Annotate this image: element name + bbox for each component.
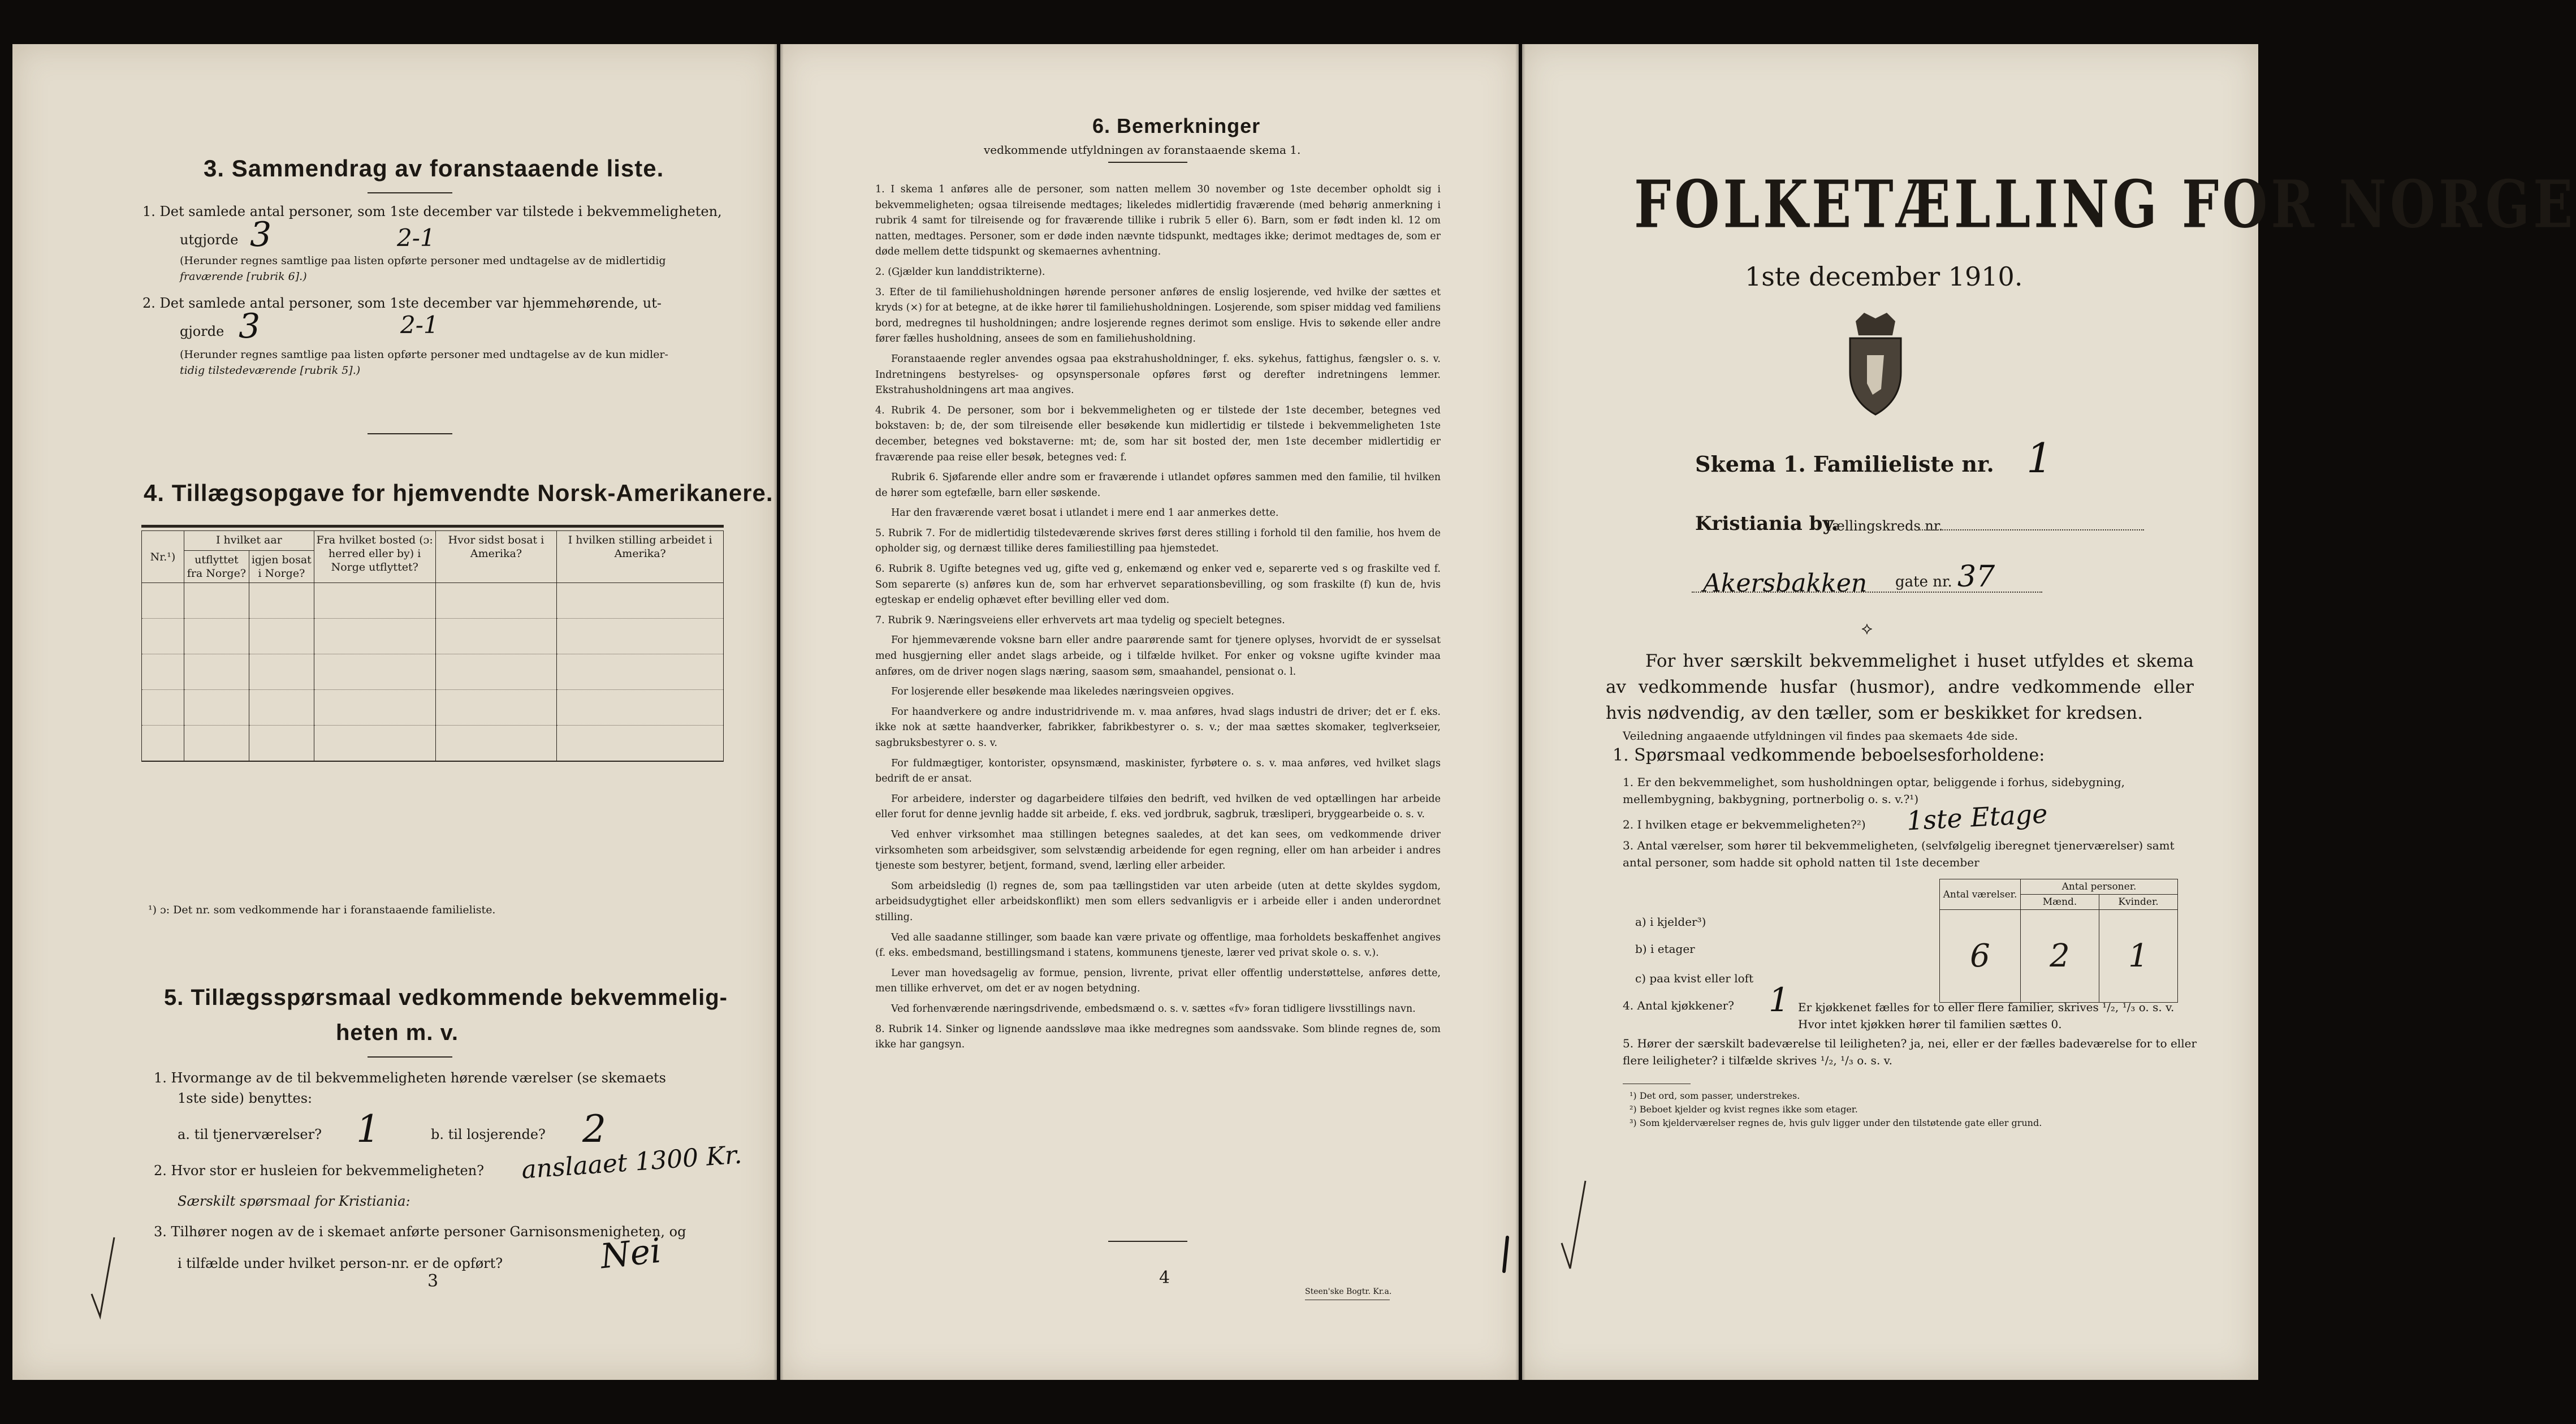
s3-item2-label: gjorde xyxy=(180,323,224,339)
s5-q1-text: 1. Hvormange av de til bekvemmeligheten hørende værelser (se skemaets xyxy=(154,1070,666,1086)
s3-item2-hw-breakdown: 2-1 xyxy=(400,311,439,339)
check-mark-icon xyxy=(1556,1175,1590,1277)
men-hw: 2 xyxy=(2021,937,2099,975)
s3-item1-note2: fraværende [rubrik 6].) xyxy=(180,270,307,283)
page-4 xyxy=(780,44,1519,1380)
divider xyxy=(368,192,452,193)
col-bosted: Fra hvilket bosted (ɔ: herred eller by) i Norge utflyttet? xyxy=(314,531,435,583)
kreds-label: Tællingskreds nr. xyxy=(1824,518,1943,534)
s5-q3-hw: Nei xyxy=(598,1231,663,1277)
s4-footnote: ¹) ɔ: Det nr. som vedkommende har i foranstaaende familieliste. xyxy=(148,904,496,916)
col-igjen-bosat: igjen bosat i Norge? xyxy=(249,551,314,583)
remark-paragraph: For fuldmægtiger, kontorister, opsynsmænd, maskinister, fyrbøtere o. s. v. maa anføres, ved hvilket slags bedrift de er ansat. xyxy=(875,757,1441,785)
table-top-rule xyxy=(141,525,724,528)
remark-paragraph: 1. I skema 1 anføres alle de personer, som natten mellem 30 november og 1ste december opholdt sig i bekvemmeligheten; ogsaa tilreisende medtages; likeledes midlertidig fraværende (med behørig anmerkning i rubrik 4 samt for tilreisende og for fraværende tillike i rubrik 5 eller 6). Barn, som er født inden kl. 12 om natten, medtages. Personer, som er døde inden nævnte tidspunkt, medtages ikke; derimot medtages de, som er døde mellem dette tidspunkt og skemaernes avhentning. xyxy=(875,184,1441,258)
mark-icon xyxy=(1493,1232,1515,1277)
page-number: 3 xyxy=(427,1271,439,1291)
s5-q3-text2: i tilfælde under hvilket person-nr. er de opført? xyxy=(178,1255,503,1271)
s5-kristiania-label: Særskilt spørsmaal for Kristiania: xyxy=(178,1193,410,1209)
table-row xyxy=(142,619,724,654)
s3-item2-text: 2. Det samlede antal personer, som 1ste december var hjemmehørende, ut- xyxy=(142,295,662,311)
skema-label: Skema 1. Familieliste nr. xyxy=(1695,451,1994,477)
col-group-year: I hvilket aar xyxy=(184,531,314,551)
remark-paragraph: 4. Rubrik 4. De personer, som bor i bekvemmeligheten og er tilstede der 1ste december, betegnes ved bokstaven: b; de, der som tilreisende eller besøkende kun midlertidig er tilstede i bekvemmeligheten 1ste december, betegnes ved bokstaverne: mt; de, som har sit bosted der, men 1ste december midlertidig er fraværende paa reise eller besøk, betegnes ved: f. xyxy=(875,404,1441,463)
s5-q1-text2: 1ste side) benyttes: xyxy=(178,1090,313,1106)
remark-paragraph: For haandverkere og andre industridrivende m. v. maa anføres, hvad slags industri de driver; det er f. eks. ikke nok at sætte haandverker, fabrikker, fabrikbestyrer o. s. v.; der maa sættes skomaker, teglverkseier, sagbruksbestyrer o. s. v. xyxy=(875,706,1441,749)
section-6-title: 6. Bemerkninger xyxy=(1092,114,1261,137)
col-women: Kvinder. xyxy=(2099,895,2178,910)
section-1-title: 1. Spørsmaal vedkommende beboelsesforholdene: xyxy=(1613,745,2045,765)
remark-paragraph: Lever man hovedsagelig av formue, pension, livrente, privat eller offentlig understøttelse, anføres dette, men tillike erhvervet, om det er av nogen betydning. xyxy=(875,967,1441,995)
remark-paragraph: 7. Rubrik 9. Næringsveiens eller erhvervets art maa tydelig og specielt betegnes. xyxy=(875,614,1285,626)
remark-paragraph: 6. Rubrik 8. Ugifte betegnes ved ug, gifte ved g, enkemænd og enker ved e, separerte ved s og fraskilte ved f. Som separerte (s) anføres kun de, som har erhvervet separationsbevilling, og som fraskilte (f) kun de, hvis egteskap er endelig ophævet efter bevilling eller ved dom. xyxy=(875,563,1441,606)
col-utflyttet: utflyttet fra Norge? xyxy=(184,551,249,583)
divider xyxy=(1108,1241,1187,1242)
remark-paragraph: Ved enhver virksomhet maa stillingen betegnes saaledes, at det kan sees, om vedkommende driver virksomheten som arbeidsgiver, som selvstændig arbeidende for egen regning, eller om han arbeider i andres tjeneste som bestyrer, betjent, formand, svend, lærling eller arbeider. xyxy=(875,828,1441,872)
col-amerika-bosat: Hvor sidst bosat i Amerika? xyxy=(435,531,557,583)
printer-mark: Steen'ske Bogtr. Kr.a. xyxy=(1305,1287,1392,1296)
s5-q1b-hw: 2 xyxy=(582,1107,606,1151)
census-title: FOLKETÆLLING FOR NORGE xyxy=(1634,166,2576,243)
divider xyxy=(368,1056,452,1058)
s5-q2-text: 2. Hvor stor er husleien for bekvemmeligheten? xyxy=(154,1163,485,1179)
s5-q2-hw: anslaaet 1300 Kr. xyxy=(520,1140,743,1185)
s3-item2-note2: tidig tilstedeværende [rubrik 5].) xyxy=(180,364,361,377)
rooms-persons-table xyxy=(1939,879,2178,1003)
s3-item1-label: utgjorde xyxy=(180,232,239,248)
section-6-subtitle: vedkommende utfyldningen av foranstaaende skema 1. xyxy=(984,143,1301,157)
remark-paragraph: 8. Rubrik 14. Sinker og lignende aandssløve maa ikke medregnes som aandssvake. Som blinde regnes de, som ikke har gangsyn. xyxy=(875,1023,1441,1051)
remark-paragraph: 5. Rubrik 7. For de midlertidig tilstedeværende skrives først deres stilling i forhold til den familie, hos hvem de opholder sig, og dernæst tillike deres familiestilling paa hjemstedet. xyxy=(875,527,1441,555)
q1-text: 1. Er den bekvemmelighet, som husholdningen optar, beliggende i forhus, sidebygning, mellembygning, bakbygning, portnerbolig o. s. v.?¹) xyxy=(1623,775,2125,806)
q4-rest: Er kjøkkenet fælles for to eller flere familier, skrives ¹/₂, ¹/₃ o. s. v. Hvor intet kjøkken hører til familien sættes 0. xyxy=(1798,1000,2175,1031)
remark-paragraph: For hjemmeværende voksne barn eller andre paarørende samt for tjenere oplyses, hvorvidt de er sysselsat med husgjerning eller andet slags arbeide, og i tilfælde hvilket. For enker og voksne ugifte kvinder maa anføres, om de driver nogen slags næring, saasom søm, smaahandel, pensionat o. l. xyxy=(875,635,1441,678)
women-hw: 1 xyxy=(2099,937,2178,975)
street-number-hw: 37 xyxy=(1957,560,1995,594)
ornament-icon: ⟡ xyxy=(1861,619,1873,638)
s3-item1-note1: (Herunder regnes samtlige paa listen opførte personer med undtagelse av de midlertidig xyxy=(180,254,666,267)
veiledning-text: Veiledning angaaende utfyldningen vil findes paa skemaets 4de side. xyxy=(1623,729,2019,743)
s5-q1a-hw: 1 xyxy=(356,1107,380,1151)
remark-paragraph: Rubrik 6. Sjøfarende eller andre som er fraværende i utlandet opføres sammen med den familie, til hvilken de hører som egtefælle, barn eller søskende. xyxy=(875,472,1441,499)
table-row xyxy=(142,654,724,690)
col-amerika-stilling: I hvilken stilling arbeidet i Amerika? xyxy=(557,531,724,583)
street-hw: Akersbakken xyxy=(1703,569,1868,598)
row-label-etager: b) i etager xyxy=(1635,942,1695,956)
q4-hw: 1 xyxy=(1769,981,1790,1019)
remarks-list xyxy=(875,182,1441,1058)
remark-paragraph: Som arbeidsledig (l) regnes de, som paa tællingstiden var uten arbeide (uten at dette skyldes sygdom, arbeidsudygtighet eller arbeidskonflikt) men som ellers sedvanligvis er i arbeide eller i anden underordnet stilling. xyxy=(875,880,1441,923)
col-rooms: Antal værelser. xyxy=(1940,879,2021,910)
q5-text: 5. Hører der særskilt badeværelse til leiligheten? ja, nei, eller er der fælles badeværelse for to eller flere leiligheter? i tilfælde skrives ¹/₂, ¹/₃ o. s. v. xyxy=(1623,1037,2197,1067)
coat-of-arms-icon xyxy=(1839,310,1912,417)
section-5-title-line1: 5. Tillægsspørsmaal vedkommende bekvemmelig- xyxy=(164,985,728,1010)
remark-paragraph: 2. (Gjælder kun landdistrikterne). xyxy=(875,266,1045,278)
section-5-title-line2: heten m. v. xyxy=(336,1020,459,1045)
col-persons: Antal personer. xyxy=(2021,879,2178,895)
footnote-1: ¹) Det ord, som passer, understrekes. xyxy=(1630,1090,1800,1101)
s5-q1a-label: a. til tjenerværelser? xyxy=(178,1127,322,1142)
footnote-2: ²) Beboet kjelder og kvist regnes ikke som etager. xyxy=(1630,1104,1858,1115)
remark-paragraph: 3. Efter de til familiehusholdningen hørende personer anføres de enslig losjerende, ved hvilke der sættes et kryds (×) for at betegne, at de ikke hører til familiehusholdningen. Losjerende, som spiser middag ved familiens bord, medregnes til husholdningen; andre losjerende regnes derimot som enslige. Hvis to søkende eller andre fører fælles husholdning, ansees de som en familiehusholdning. xyxy=(875,286,1441,345)
city-label: Kristiania by. xyxy=(1695,512,1839,535)
row-label-kvist: c) paa kvist eller loft xyxy=(1635,972,1754,985)
page-3 xyxy=(12,44,777,1380)
table-row xyxy=(142,690,724,726)
remark-paragraph: For arbeidere, inderster og dagarbeidere tilføies den bedrift, ved hvilken de ved optællingen har arbeide eller forut for denne jevnlig hadde sit arbeide, f. eks. ved jordbruk, sagbruk, træsliperi, bryggearbeide o. s. v. xyxy=(875,793,1441,821)
rooms-hw: 6 xyxy=(1940,937,2021,975)
s3-item1-text: 1. Det samlede antal personer, som 1ste december var tilstede i bekvemmeligheten, xyxy=(142,204,722,219)
section-4-title: 4. Tillægsopgave for hjemvendte Norsk-Amerikanere. xyxy=(144,480,773,506)
q2-text: 2. I hvilken etage er bekvemmeligheten?²) xyxy=(1623,818,1866,831)
census-date: 1ste december 1910. xyxy=(1745,261,2023,292)
footnote-3: ³) Som kjelderværelser regnes de, hvis gulv ligger under den tilstøtende gate eller grund. xyxy=(1630,1117,2042,1128)
row-label-kjelder: a) i kjelder³) xyxy=(1635,915,1706,929)
gate-label: gate nr. xyxy=(1895,573,1952,590)
s3-item1-hw-count: 3 xyxy=(250,215,272,254)
remark-paragraph: Har den fraværende været bosat i utlandet i mere end 1 aar anmerkes dette. xyxy=(891,507,1279,519)
s3-item2-note1: (Herunder regnes samtlige paa listen opførte personer med undtagelse av de kun midler- xyxy=(180,348,668,361)
kreds-field xyxy=(1918,529,2144,530)
norsk-amerikanere-table xyxy=(141,530,724,762)
s5-q3-text: 3. Tilhører nogen av de i skemaet anførte personer Garnisonsmenigheten, og xyxy=(154,1224,686,1240)
page-1 xyxy=(1522,44,2576,1380)
check-mark-icon xyxy=(86,1232,120,1322)
table-row xyxy=(142,583,724,619)
remark-paragraph: Ved alle saadanne stillinger, som baade kan være private og offentlige, maa forholdets beskaffenhet angives (f. eks. embedsmand, bestillingsmand i statens, kommunens tjeneste, lærer ved privat skole o. s. v.). xyxy=(875,931,1441,959)
q3-text: 3. Antal værelser, som hører til bekvemmeligheten, (selvfølgelig iberegnet tjenerværelser) samt antal personer, som hadde sit ophold natten til 1ste december xyxy=(1623,839,2175,869)
page-number: 4 xyxy=(1159,1268,1170,1288)
col-men: Mænd. xyxy=(2021,895,2099,910)
col-nr: Nr.¹) xyxy=(142,531,184,583)
q2-hw: 1ste Etage xyxy=(1905,798,2048,836)
s5-q1b-label: b. til losjerende? xyxy=(431,1127,546,1142)
q4-text: 4. Antal kjøkkener? xyxy=(1623,999,1734,1012)
remark-paragraph: Ved forhenværende næringsdrivende, embedsmænd o. s. v. sættes «fv» foran tidligere livsstillings navn. xyxy=(891,1003,1416,1015)
s3-item1-hw-breakdown: 2-1 xyxy=(397,224,435,252)
skema-hw-number: 1 xyxy=(2026,434,2052,482)
intro-text: For hver særskilt bekvemmelighet i huset utfyldes et skema av vedkommende husfar (husmor), andre vedkommende eller hvis nødvendig, av den tæller, som er beskikket for kredsen. xyxy=(1606,651,2194,723)
divider xyxy=(1108,162,1187,163)
remark-paragraph: Foranstaaende regler anvendes ogsaa paa ekstrahusholdninger, f. eks. sykehus, fattighus, fængsler o. s. v. Indretningens bestyrelses- og opsynspersonale opføres først og derefter indretningens lemmer. Ekstrahusholdningens art maa angives. xyxy=(875,353,1441,396)
s3-item2-hw-count: 3 xyxy=(239,307,261,346)
divider xyxy=(368,433,452,434)
section-3-title: 3. Sammendrag av foranstaaende liste. xyxy=(204,155,664,182)
remark-paragraph: For losjerende eller besøkende maa likeledes næringsveien opgives. xyxy=(891,686,1234,698)
table-row xyxy=(142,726,724,762)
